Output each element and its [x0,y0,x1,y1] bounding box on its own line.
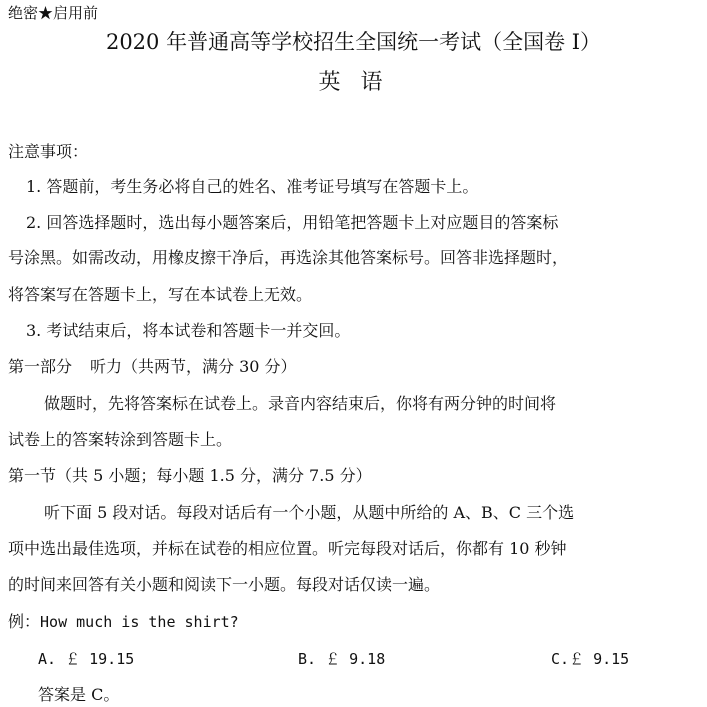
note-item-2-line-3: 将答案写在答题卡上，写在本试卷上无效。 [8,285,313,304]
subject-title: 英语 [318,70,403,95]
note-item-2-line-1: 2. 回答选择题时，选出每小题答案后，用铅笔把答题卡上对应题目的答案标 [26,213,559,232]
note-item-2-line-2: 号涂黑。如需改动，用橡皮擦干净后，再选涂其他答案标号。回答非选择题时， [8,248,569,267]
example-question [8,611,239,633]
example-question-text: How much is the shirt? [40,613,239,631]
part1-intro-line-1: 做题时，先将答案标在试卷上。录音内容结束后，你将有两分钟的时间将 [44,394,557,413]
section1-heading: 第一节（共 5 小题；每小题 1.5 分，满分 7.5 分） [8,466,372,485]
part1-heading [8,356,297,378]
part1-intro-line-2: 试卷上的答案转涂到答题卡上。 [8,430,233,449]
section1-directions-line-1: 听下面 5 段对话。每段对话后有一个小题，从题中所给的 A、B、C 三个选 [44,503,575,522]
exam-title: 2020 年普通高等学校招生全国统一考试（全国卷 I） [105,30,602,54]
part1-label: 第一部分 [8,357,73,376]
option-b: B. ￡ 9.18 [298,650,386,668]
section1-directions-line-2: 项中选出最佳选项，并标在试卷的相应位置。听完每段对话后，你都有 10 秒钟 [8,539,567,558]
example-answer: 答案是 C。 [38,685,120,704]
note-item-3: 3. 考试结束后，将本试卷和答题卡一并交回。 [26,321,351,340]
section1-directions-line-3: 的时间来回答有关小题和阅读下一小题。每段对话仅读一遍。 [8,575,441,594]
note-item-1: 1. 答题前，考生务必将自己的姓名、准考证号填写在答题卡上。 [26,177,479,196]
example-label: 例： [8,612,41,631]
option-a: A. ￡ 19.15 [38,650,135,668]
notes-heading: 注意事项： [8,142,89,161]
confidential-mark: 绝密★启用前 [8,4,99,22]
part1-title: 听力（共两节，满分 30 分） [90,357,297,376]
option-c: C.￡ 9.15 [551,650,630,668]
